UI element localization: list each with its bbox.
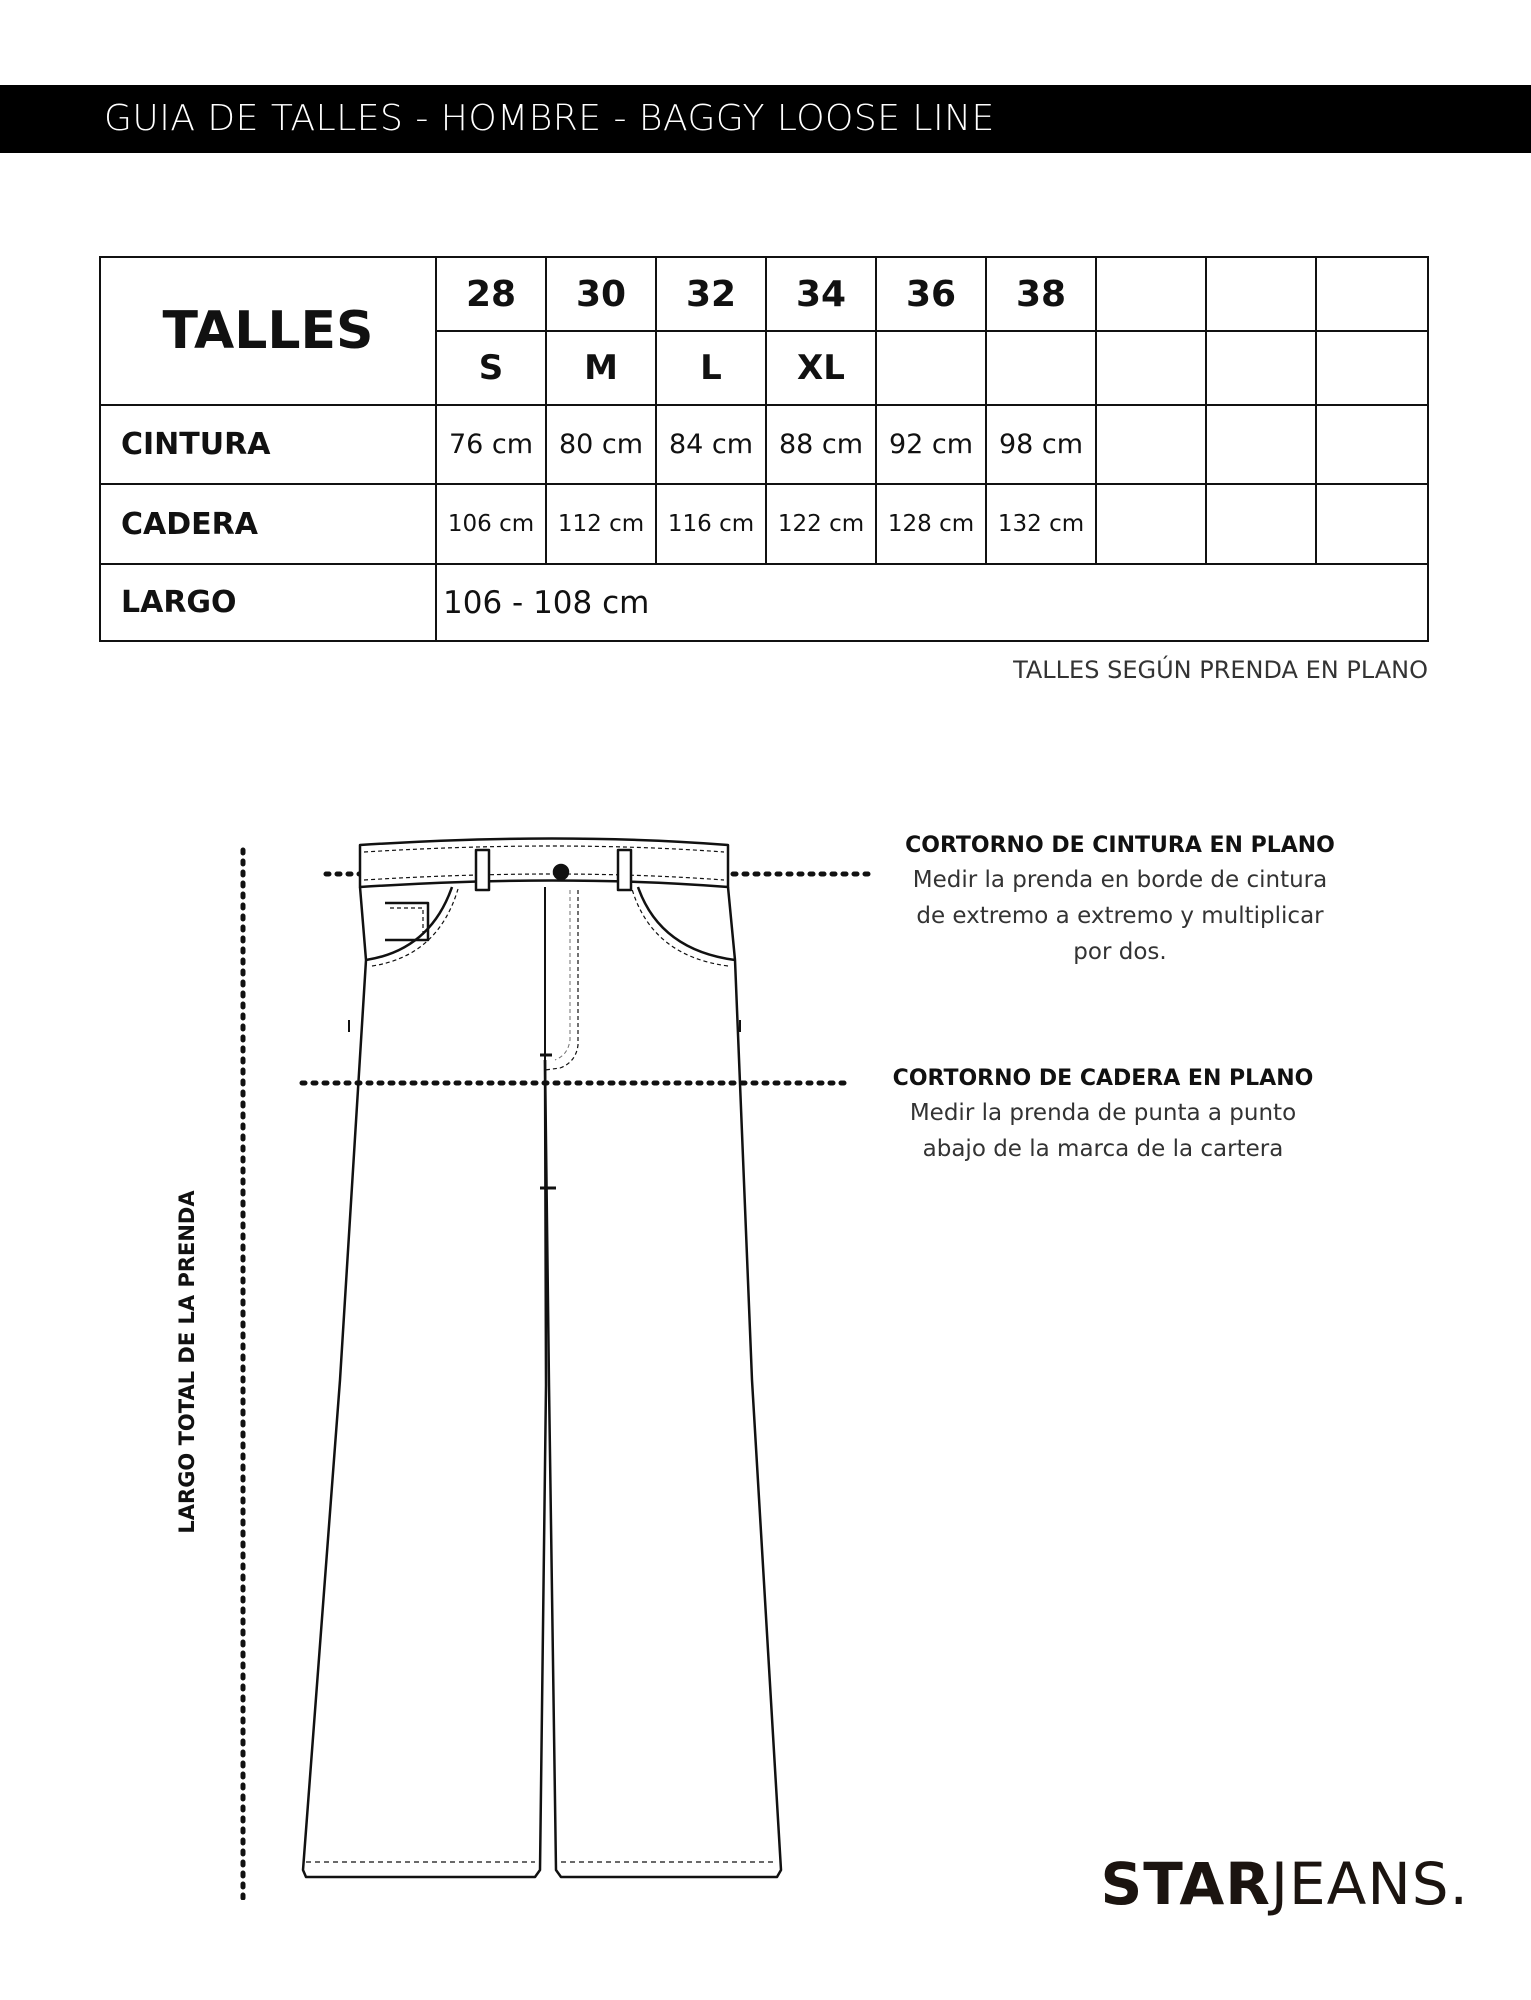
cadera-value: 132 cm: [986, 484, 1096, 564]
table-corner-label: TALLES: [100, 257, 436, 405]
cadera-value: 128 cm: [876, 484, 986, 564]
brand-logo: [1101, 1850, 1469, 1918]
letter-size-cell: [986, 331, 1096, 405]
row-label-largo: LARGO: [100, 564, 436, 641]
header-bar: [0, 85, 1531, 153]
waist-info-line: Medir la prenda en borde de cintura: [912, 867, 1328, 893]
size-cell: 32: [656, 257, 766, 331]
waist-info-title: CORTORNO DE CINTURA EN PLANO: [905, 833, 1335, 858]
letter-size-cell: M: [546, 331, 656, 405]
cadera-value: 106 cm: [436, 484, 546, 564]
hip-info: [873, 1066, 1333, 1167]
page-title: GUIA DE TALLES - HOMBRE - BAGGY LOOSE LINE: [104, 98, 995, 139]
waist-info-line: por dos.: [1073, 939, 1167, 965]
cintura-value: 76 cm: [436, 405, 546, 484]
letter-size-cell: [1316, 331, 1428, 405]
cintura-value: [1206, 405, 1316, 484]
letter-size-cell: S: [436, 331, 546, 405]
letter-size-cell: [1206, 331, 1316, 405]
largo-value: 106 - 108 cm: [436, 564, 1428, 641]
cadera-value: [1206, 484, 1316, 564]
size-cell: [1096, 257, 1206, 331]
letter-size-cell: XL: [766, 331, 876, 405]
cintura-value: [1316, 405, 1428, 484]
row-label-cintura: CINTURA: [100, 405, 436, 484]
pants-outline: [297, 839, 781, 1878]
cadera-value: 122 cm: [766, 484, 876, 564]
letter-size-cell: L: [656, 331, 766, 405]
hip-info-line: abajo de la marca de la cartera: [922, 1136, 1284, 1162]
size-cell: 34: [766, 257, 876, 331]
letter-size-cell: [1096, 331, 1206, 405]
size-cell: 36: [876, 257, 986, 331]
cintura-value: 88 cm: [766, 405, 876, 484]
cintura-value: [1096, 405, 1206, 484]
size-cell: 38: [986, 257, 1096, 331]
waist-info-line: de extremo a extremo y multiplicar: [916, 903, 1324, 929]
hip-info-line: Medir la prenda de punta a punto: [909, 1100, 1297, 1126]
cadera-value: 112 cm: [546, 484, 656, 564]
cintura-value: 84 cm: [656, 405, 766, 484]
brand-logo-strong: STAR: [1100, 1850, 1271, 1918]
cintura-value: 80 cm: [546, 405, 656, 484]
cadera-value: [1316, 484, 1428, 564]
size-cell: [1316, 257, 1428, 331]
hip-info-title: CORTORNO DE CADERA EN PLANO: [892, 1066, 1314, 1091]
letter-size-cell: [876, 331, 986, 405]
cintura-value: 98 cm: [986, 405, 1096, 484]
measurement-note: TALLES SEGÚN PRENDA EN PLANO: [1013, 656, 1428, 684]
size-cell: 30: [546, 257, 656, 331]
size-cell: [1206, 257, 1316, 331]
cintura-value: 92 cm: [876, 405, 986, 484]
waist-info: [890, 833, 1350, 970]
hip-info-body: [873, 1095, 1333, 1167]
waist-info-body: [890, 862, 1350, 970]
length-label: LARGO TOTAL DE LA PRENDA: [175, 1190, 199, 1534]
cadera-value: 116 cm: [656, 484, 766, 564]
row-label-cadera: CADERA: [100, 484, 436, 564]
size-table: [99, 256, 1429, 642]
size-cell: 28: [436, 257, 546, 331]
cadera-value: [1096, 484, 1206, 564]
brand-logo-light: JEANS.: [1270, 1850, 1469, 1918]
